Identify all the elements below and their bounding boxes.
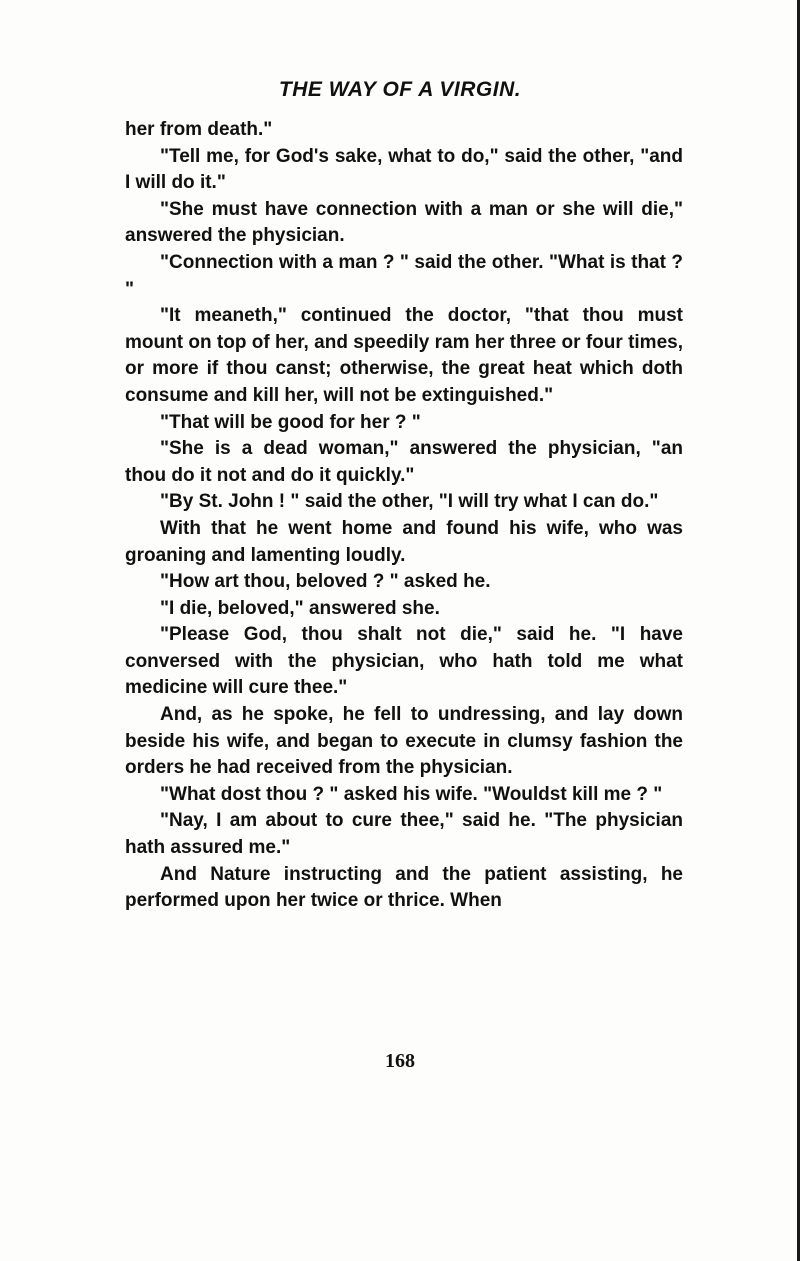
paragraph: "What dost thou ? " asked his wife. "Wouldst kill me ? " [160, 783, 663, 805]
page-number: 168 [385, 1050, 415, 1072]
body-text [125, 117, 683, 915]
paragraph: And, as he spoke, he fell to undressing, and lay down beside his wife, and began to execute in clumsy fashion the orders he had received from the physician. [125, 704, 683, 779]
paragraph: "How art thou, beloved ? " asked he. [160, 571, 491, 593]
paragraph: And Nature instructing and the patient assisting, he performed upon her twice or thrice. When [125, 863, 683, 912]
running-head: THE WAY OF A VIRGIN. [278, 78, 522, 101]
paragraph: "I die, beloved," answered she. [160, 597, 440, 619]
paragraph: "By St. John ! " said the other, "I will try what I can do." [160, 491, 659, 513]
paragraph: "She must have connection with a man or she will die," answered the physician. [125, 198, 683, 247]
paragraph: "It meaneth," continued the doctor, "that thou must mount on top of her, and speedily ram her three or four times, or more if thou canst; otherwise, the great heat which doth consume and kill her, will not be extinguished." [125, 305, 683, 406]
paragraph: With that he went home and found his wife, who was groaning and lamenting loudly. [125, 517, 683, 566]
paragraph: "That will be good for her ? " [160, 411, 421, 433]
paragraph: "Please God, thou shalt not die," said he. "I have conversed with the physician, who hath told me what medicine will cure thee." [125, 624, 683, 699]
paragraph: "Tell me, for God's sake, what to do," said the other, "and I will do it." [125, 145, 683, 194]
paragraph: "She is a dead woman," answered the physician, "an thou do it not and do it quickly." [125, 438, 683, 486]
paragraph-continuation: her from death." [125, 119, 273, 140]
paragraph: "Connection with a man ? " said the other. "What is that ? " [125, 251, 683, 300]
paragraph: "Nay, I am about to cure thee," said he. "The physician hath assured me." [125, 810, 683, 859]
